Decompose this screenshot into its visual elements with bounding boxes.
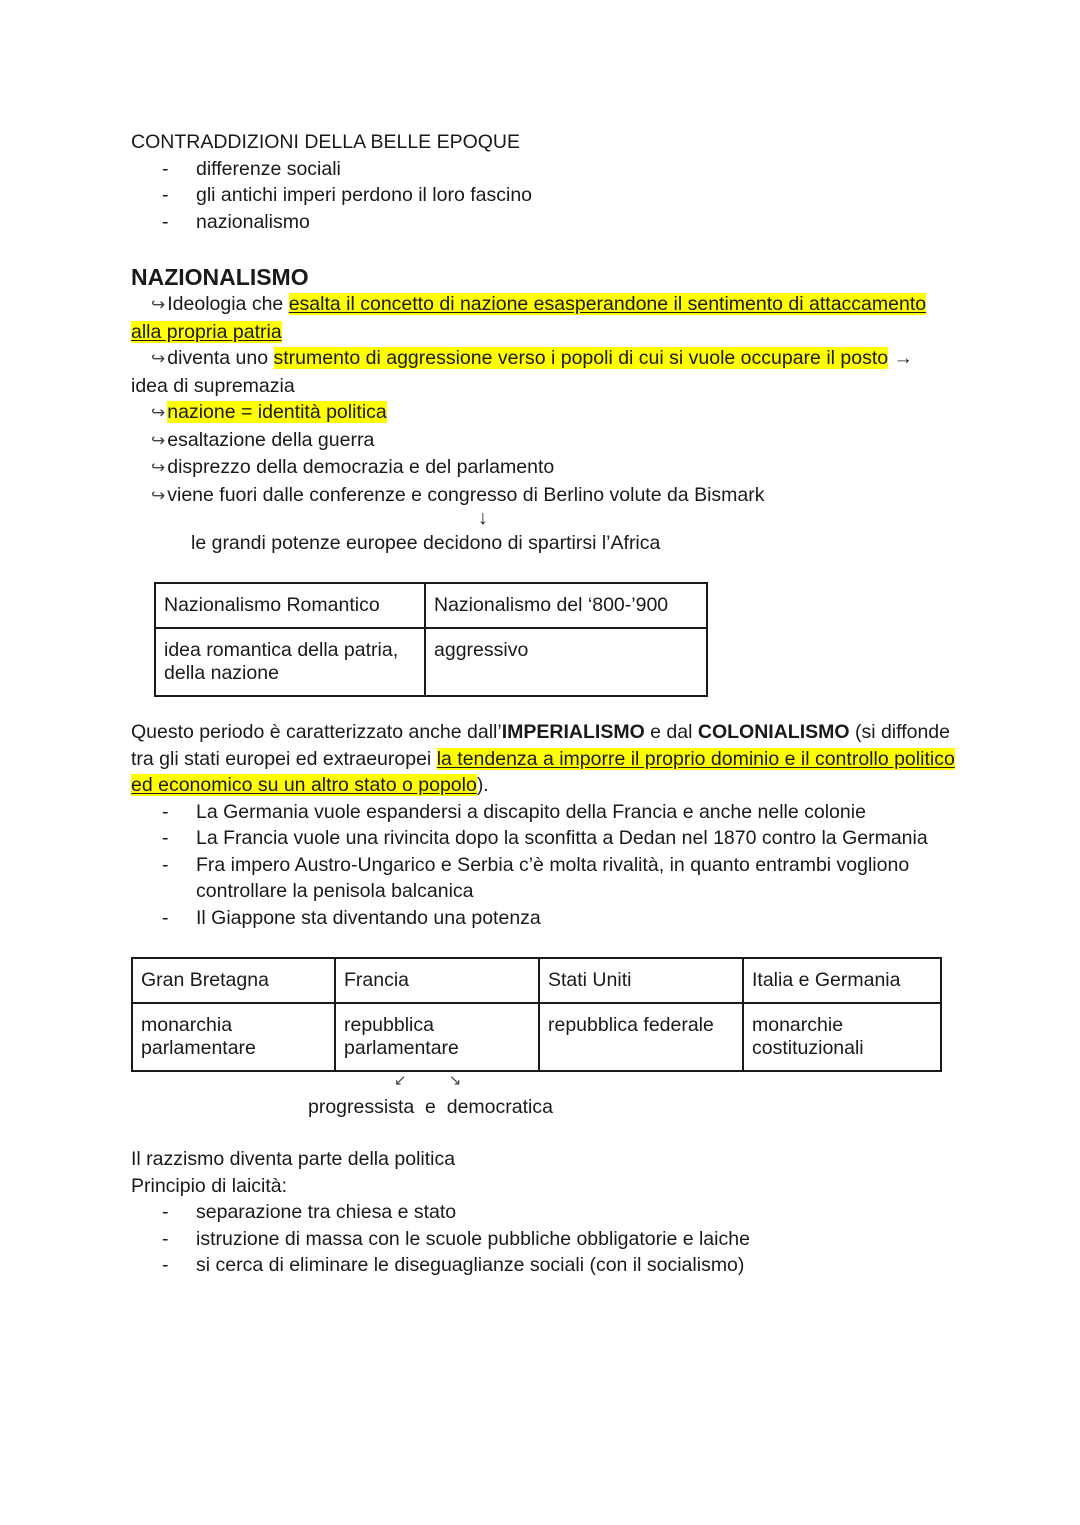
highlighted-text: la tendenza a imporre il proprio dominio e il controllo politico ed economico su un altro stato o popolo (131, 747, 955, 796)
table-cell: repubblica parlamentare (335, 1003, 539, 1071)
hook-arrow-icon: ↪ (151, 485, 166, 505)
list-item: - si cerca di eliminare le diseguaglianze sociali (con il socialismo) (131, 1252, 961, 1279)
section-nazionalismo (131, 262, 961, 509)
highlighted-text: strumento di aggressione verso i popoli di cui si vuole occupare il posto (273, 347, 889, 369)
table-cell: monarchia parlamentare (132, 1003, 335, 1071)
governi-table (131, 957, 942, 1072)
table-header-cell: Gran Bretagna (132, 958, 335, 1003)
table-header-cell: Francia (335, 958, 539, 1003)
imperialismo-paragraph (131, 719, 961, 799)
table-header-row (132, 958, 941, 1003)
table-cell: aggressivo (425, 628, 707, 696)
result-text: le grandi potenze europee decidono di spartirsi l’Africa (191, 532, 661, 554)
table-header-row (155, 583, 707, 628)
right-arrow-icon: → (888, 347, 914, 369)
text: disprezzo della democrazia e del parlamento (167, 456, 555, 478)
text: diventa uno (167, 347, 274, 369)
aggression-paragraph (131, 345, 961, 399)
hook-arrow-icon: ↪ (151, 430, 166, 450)
list-item: - La Germania vuole espandersi a discapito della Francia e anche nelle colonie (131, 799, 961, 826)
table-cell: monarchie costituzionali (743, 1003, 941, 1071)
hook-arrow-icon: ↪ (151, 349, 166, 368)
list-item: - differenze sociali (131, 156, 961, 183)
table-cell: repubblica federale (539, 1003, 743, 1071)
split-arrows-icon: ↙ ↘ (394, 1072, 462, 1089)
highlighted-text: esalta il concetto di nazione esasperandone il sentimento di attaccamento (288, 293, 927, 315)
nazionalismo-table (154, 582, 708, 697)
text: ). (476, 774, 489, 796)
list-item: - Il Giappone sta diventando una potenza (131, 905, 961, 932)
table-row (132, 1003, 941, 1071)
text: Principio di laicità: (131, 1174, 288, 1197)
table-header-cell: Nazionalismo Romantico (155, 583, 425, 628)
text: Ideologia che (167, 293, 289, 315)
section-title: CONTRADDIZIONI DELLA BELLE EPOQUE (131, 131, 521, 153)
bold-term: COLONIALISMO (697, 721, 850, 743)
table-header-cell: Italia e Germania (743, 958, 941, 1003)
text: e dal (644, 721, 698, 743)
text: Questo periodo è caratterizzato anche dall’ (131, 721, 502, 743)
text: esaltazione della guerra (167, 428, 375, 451)
laicita-list (131, 1199, 961, 1279)
francia-note-text: progressista e democratica (308, 1096, 553, 1118)
point-identita (131, 399, 961, 427)
table-header-cell: Stati Uniti (539, 958, 743, 1003)
definition-paragraph (131, 291, 961, 345)
highlighted-text: nazione = identità politica (167, 401, 387, 423)
section-laicita (131, 1146, 961, 1279)
down-arrow-icon: ↓ (478, 507, 488, 529)
list-item: - nazionalismo (131, 209, 961, 236)
table-cell: idea romantica della patria, della nazione (155, 628, 425, 696)
text: Il razzismo diventa parte della politica (131, 1148, 456, 1170)
point-guerra (131, 427, 961, 455)
text: idea di supremazia (131, 374, 295, 397)
nazionalismo-heading: NAZIONALISMO (131, 264, 309, 290)
table-header-cell: Nazionalismo del ‘800-’900 (425, 583, 707, 628)
contraddizioni-list (131, 156, 961, 236)
highlighted-text: alla propria patria (131, 320, 282, 343)
section-contraddizioni (131, 129, 961, 235)
hook-arrow-icon: ↪ (151, 295, 166, 314)
bold-term: IMPERIALISMO (501, 721, 645, 743)
table-row (155, 628, 707, 696)
list-item: - gli antichi imperi perdono il loro fascino (131, 182, 961, 209)
section-imperialismo (131, 719, 961, 931)
hook-arrow-icon: ↪ (151, 458, 166, 477)
hook-arrow-icon: ↪ (151, 403, 166, 422)
list-item: - separazione tra chiesa e stato (131, 1199, 961, 1226)
imperialismo-list (131, 799, 961, 932)
list-item: - La Francia vuole una rivincita dopo la sconfitta a Dedan nel 1870 contro la Germania (131, 825, 961, 852)
point-berlino (131, 482, 961, 510)
text: (si diffonde tra gli stati europei ed extraeuropei (131, 721, 950, 770)
list-item: - Fra impero Austro-Ungarico e Serbia c’è molta rivalità, in quanto entrambi vogliono controllare la penisola balcanica (131, 852, 961, 905)
list-item: - istruzione di massa con le scuole pubbliche obbligatorie e laiche (131, 1226, 961, 1253)
text: viene fuori dalle conferenze e congresso di Berlino volute da Bismark (167, 483, 765, 506)
point-democrazia (131, 454, 961, 482)
